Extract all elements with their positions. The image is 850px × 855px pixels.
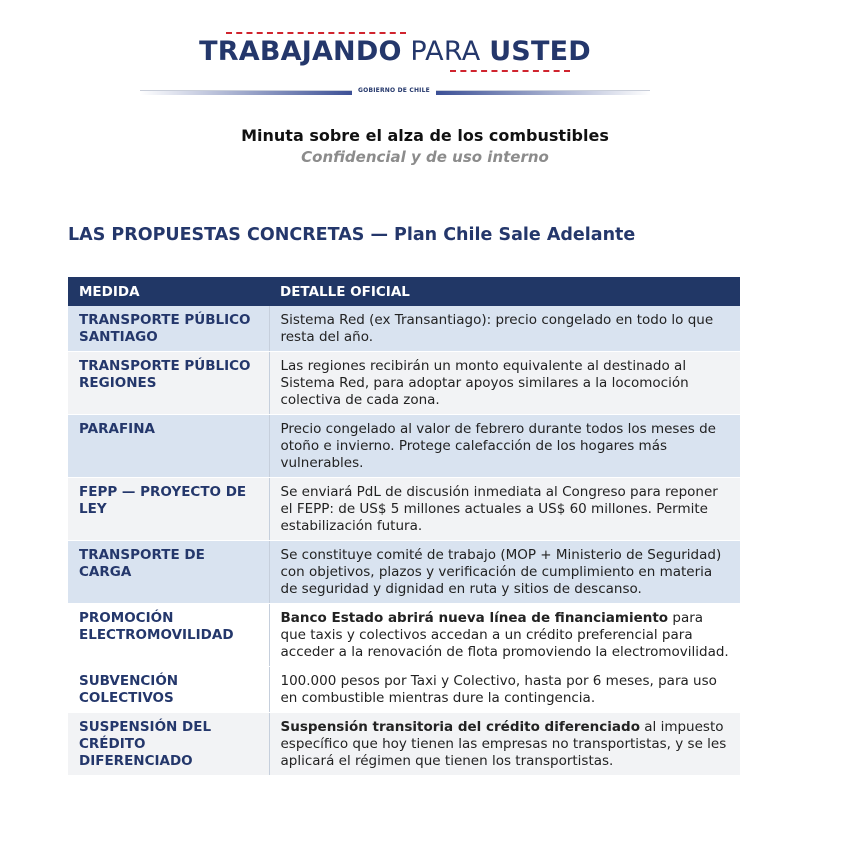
logo-dash-top <box>226 32 406 34</box>
measure-detail-bold: Banco Estado abrirá nueva línea de financiamiento <box>280 610 669 626</box>
measure-name: SUSPENSIÓN DEL CRÉDITO DIFERENCIADO <box>68 713 269 776</box>
section-heading: LAS PROPUESTAS CONCRETAS — Plan Chile Sale Adelante <box>68 225 636 245</box>
measure-detail-text: para que taxis y colectivos accedan a un crédito preferencial para acceder a la renovación de flota promoviendo la electromovilidad. <box>280 610 729 660</box>
measure-detail-bold: Suspensión transitoria del crédito diferenciado <box>280 719 640 735</box>
table-row <box>68 604 740 667</box>
measure-detail-text: Precio congelado al valor de febrero durante todos los meses de otoño e invierno. Protege calefacción de los hogares más vulnerables. <box>280 421 716 471</box>
header-detalle: DETALLE OFICIAL <box>269 277 740 306</box>
measure-name: PROMOCIÓN ELECTROMOVILIDAD <box>68 604 269 667</box>
document-title: Minuta sobre el alza de los combustibles <box>241 126 609 145</box>
measure-detail <box>269 667 740 713</box>
logo-line-right <box>436 90 650 95</box>
logo-word-3: USTED <box>489 36 591 67</box>
header-medida: MEDIDA <box>68 277 269 306</box>
measure-detail <box>269 713 740 776</box>
measure-detail <box>269 478 740 541</box>
measure-name: SUBVENCIÓN COLECTIVOS <box>68 667 269 713</box>
gobierno-label: GOBIERNO DE CHILE <box>358 87 430 94</box>
measure-detail-text: 100.000 pesos por Taxi y Colectivo, hasta por 6 meses, para uso en combustible mientras dure la contingencia. <box>280 673 717 706</box>
logo-word-2: PARA <box>410 36 481 67</box>
measure-detail <box>269 352 740 415</box>
measure-detail <box>269 541 740 604</box>
table-row <box>68 541 740 604</box>
logo-word-1: TRABAJANDO <box>199 36 402 67</box>
measure-detail-text: Las regiones recibirán un monto equivalente al destinado al Sistema Red, para adoptar apoyos similares a la locomoción colectiva de cada zona. <box>280 358 689 408</box>
document-subtitle: Confidencial y de uso interno <box>301 148 549 166</box>
measure-name: TRANSPORTE DE CARGA <box>68 541 269 604</box>
government-logo <box>140 28 650 98</box>
logo-dash-bottom <box>450 70 570 72</box>
measure-name: TRANSPORTE PÚBLICO SANTIAGO <box>68 306 269 352</box>
measure-name: TRANSPORTE PÚBLICO REGIONES <box>68 352 269 415</box>
table-row <box>68 306 740 352</box>
table-row <box>68 415 740 478</box>
measure-detail <box>269 604 740 667</box>
table-row <box>68 667 740 713</box>
measures-table <box>68 277 740 776</box>
table-row <box>68 352 740 415</box>
table-row <box>68 478 740 541</box>
measure-detail-text: Sistema Red (ex Transantiago): precio congelado en todo lo que resta del año. <box>280 312 714 345</box>
table-header-row <box>68 277 740 306</box>
measure-detail-text: Se constituye comité de trabajo (MOP + Ministerio de Seguridad) con objetivos, plazos y verificación de cumplimiento en materia de seguridad y dignidad en ruta y sitios de descanso. <box>280 547 722 597</box>
measure-name: PARAFINA <box>68 415 269 478</box>
measure-detail <box>269 415 740 478</box>
measure-detail-text: Se enviará PdL de discusión inmediata al Congreso para reponer el FEPP: de US$ 5 millones actuales a US$ 60 millones. Permite estabilización futura. <box>280 484 718 534</box>
measure-detail-text: al impuesto específico que hoy tienen las empresas no transportistas, y se les aplicará el régimen que tienen los transportistas. <box>280 719 727 769</box>
measure-detail <box>269 306 740 352</box>
logo-text <box>140 37 650 67</box>
logo-line-left <box>140 90 352 95</box>
measure-name: FEPP — PROYECTO DE LEY <box>68 478 269 541</box>
table-row <box>68 713 740 776</box>
